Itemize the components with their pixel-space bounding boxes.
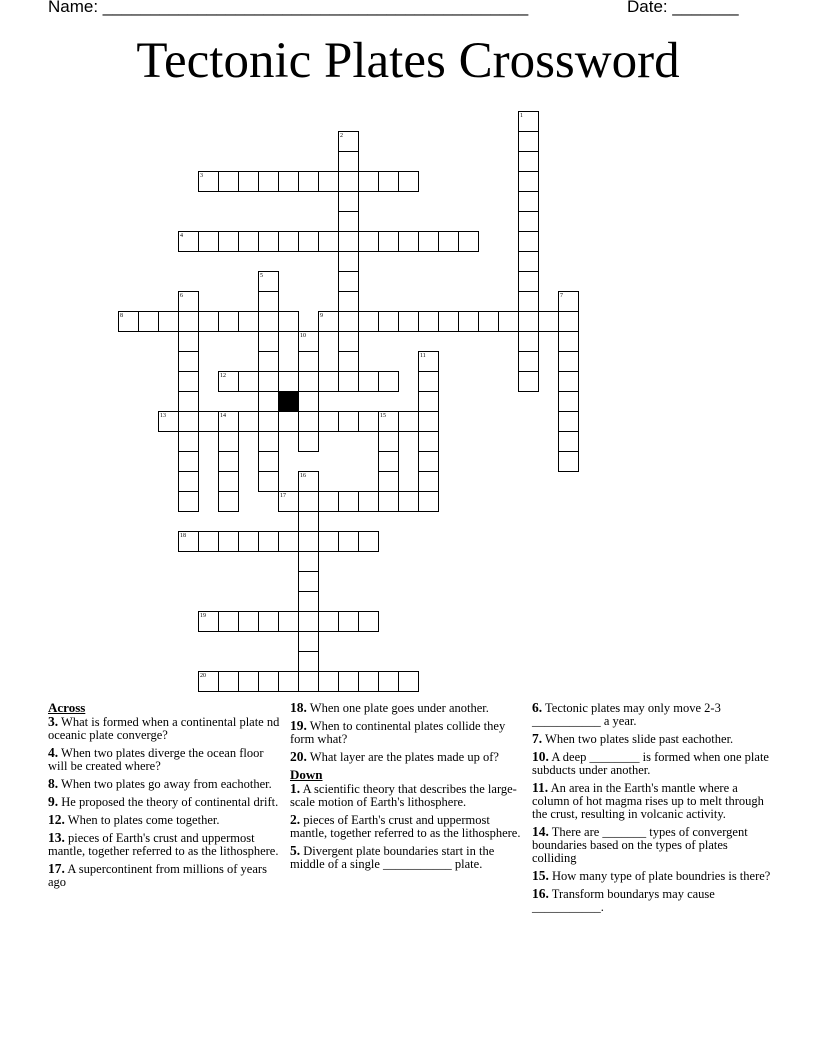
grid-cell[interactable]	[258, 231, 279, 252]
grid-cell[interactable]	[178, 411, 199, 432]
grid-cell[interactable]	[178, 371, 199, 392]
clues-column-1	[48, 701, 286, 893]
grid-cell[interactable]	[338, 311, 359, 332]
clue-number: 2	[340, 133, 343, 139]
grid-cell[interactable]	[438, 231, 459, 252]
grid-cell[interactable]	[258, 371, 279, 392]
grid-cell[interactable]	[338, 351, 359, 372]
grid-cell[interactable]	[338, 491, 359, 512]
grid-cell[interactable]	[298, 431, 319, 452]
grid-cell[interactable]	[238, 411, 259, 432]
grid-cell[interactable]	[318, 411, 339, 432]
grid-cell[interactable]	[358, 611, 379, 632]
grid-cell[interactable]	[178, 471, 199, 492]
clue-across-4: 4. When two plates diverge the ocean floor will be created where?	[48, 745, 264, 773]
clue-number: 5	[260, 273, 263, 279]
page-title: Tectonic Plates Crossword	[136, 33, 680, 89]
grid-cell[interactable]	[378, 491, 399, 512]
grid-cell[interactable]	[218, 311, 239, 332]
grid-cell[interactable]	[518, 171, 539, 192]
grid-cell[interactable]	[198, 531, 219, 552]
grid-cell[interactable]	[318, 491, 339, 512]
grid-cell[interactable]	[498, 311, 519, 332]
grid-cell[interactable]	[478, 311, 499, 332]
grid-cell[interactable]	[338, 211, 359, 232]
grid-cell[interactable]	[378, 171, 399, 192]
clue-number: 9	[320, 313, 323, 319]
clue-down-7: 7. When two plates slide past eachother.	[532, 731, 734, 746]
name-label: Name:	[48, 0, 103, 16]
grid-cell[interactable]	[298, 171, 319, 192]
grid-cell[interactable]	[418, 391, 439, 412]
grid-cell[interactable]	[218, 431, 239, 452]
grid-cell[interactable]	[258, 311, 279, 332]
grid-cell[interactable]	[338, 331, 359, 352]
grid-cell[interactable]	[218, 231, 239, 252]
clue-number: 6	[180, 293, 183, 299]
grid-cell[interactable]	[418, 411, 439, 432]
grid-cell[interactable]	[558, 331, 579, 352]
clue-down-16: 16. Transform boundarys may cause ___________.	[532, 886, 715, 914]
grid-cell[interactable]	[258, 471, 279, 492]
grid-cell[interactable]	[378, 671, 399, 692]
grid-cell[interactable]	[218, 611, 239, 632]
grid-cell[interactable]	[338, 611, 359, 632]
grid-cell[interactable]	[378, 431, 399, 452]
clues-column-2	[290, 701, 526, 875]
grid-cell[interactable]	[258, 431, 279, 452]
grid-cell[interactable]	[178, 331, 199, 352]
grid-cell[interactable]	[278, 531, 299, 552]
grid-cell[interactable]	[298, 611, 319, 632]
grid-cell[interactable]	[318, 611, 339, 632]
grid-cell[interactable]	[358, 311, 379, 332]
clue-number: 12	[220, 373, 226, 379]
clue-across-20: 20. What layer are the plates made up of?	[290, 749, 499, 764]
grid-cell[interactable]	[518, 331, 539, 352]
grid-cell[interactable]	[418, 471, 439, 492]
grid-cell[interactable]	[558, 371, 579, 392]
grid-cell[interactable]	[258, 531, 279, 552]
clue-down-5: 5. Divergent plate boundaries start in the middle of a single ___________ plate.	[290, 843, 495, 871]
grid-cell[interactable]	[178, 451, 199, 472]
clue-across-9: 9. He proposed the theory of continental drift.	[48, 794, 279, 809]
grid-cell[interactable]	[238, 171, 259, 192]
grid-cell[interactable]	[518, 351, 539, 372]
clue-down-2: 2. pieces of Earth's crust and uppermost mantle, together referred to as the lithosphere.	[290, 812, 521, 840]
grid-cell[interactable]	[378, 231, 399, 252]
grid-cell[interactable]	[518, 191, 539, 212]
grid-cell[interactable]	[278, 231, 299, 252]
grid-cell[interactable]	[418, 231, 439, 252]
grid-cell[interactable]	[178, 431, 199, 452]
grid-cell[interactable]	[518, 151, 539, 172]
name-field[interactable]	[48, 0, 528, 17]
grid-cell[interactable]	[298, 551, 319, 572]
clue-across-18: 18. When one plate goes under another.	[290, 700, 489, 715]
grid-cell[interactable]	[418, 451, 439, 472]
grid-cell[interactable]	[378, 471, 399, 492]
grid-cell[interactable]	[258, 291, 279, 312]
grid-cell[interactable]	[338, 291, 359, 312]
grid-cell[interactable]	[398, 671, 419, 692]
grid-cell[interactable]	[438, 311, 459, 332]
clue-number: 18	[180, 533, 186, 539]
grid-cell[interactable]	[258, 391, 279, 412]
grid-cell[interactable]	[258, 331, 279, 352]
grid-cell[interactable]	[518, 231, 539, 252]
grid-cell[interactable]	[178, 391, 199, 412]
grid-cell[interactable]	[278, 171, 299, 192]
grid-cell[interactable]	[258, 411, 279, 432]
grid-cell[interactable]	[298, 531, 319, 552]
grid-cell[interactable]	[278, 411, 299, 432]
grid-cell[interactable]	[358, 171, 379, 192]
grid-cell[interactable]	[258, 351, 279, 372]
clue-across-3: 3. What is formed when a continental plate nd oceanic plate converge?	[48, 714, 280, 742]
down-heading: Down	[290, 767, 323, 782]
grid-cell[interactable]	[558, 311, 579, 332]
grid-cell[interactable]	[398, 411, 419, 432]
clue-number: 19	[200, 613, 206, 619]
grid-cell[interactable]	[338, 231, 359, 252]
grid-cell[interactable]	[318, 531, 339, 552]
grid-cell[interactable]	[298, 671, 319, 692]
clue-across-17: 17. A supercontinent from millions of years ago	[48, 861, 267, 889]
grid-cell[interactable]	[178, 491, 199, 512]
grid-cell[interactable]	[518, 371, 539, 392]
grid-cell[interactable]	[518, 271, 539, 292]
grid-cell[interactable]	[358, 371, 379, 392]
clue-across-12: 12. When to plates come together.	[48, 812, 220, 827]
clue-across-8: 8. When two plates go away from eachother.	[48, 776, 272, 791]
grid-cell[interactable]	[338, 171, 359, 192]
grid-cell[interactable]	[558, 351, 579, 372]
grid-cell[interactable]	[518, 131, 539, 152]
date-line[interactable]: _______	[672, 0, 739, 16]
clue-number: 3	[200, 173, 203, 179]
clue-number: 14	[220, 413, 226, 419]
clue-number: 11	[420, 353, 426, 359]
grid-cell[interactable]	[298, 371, 319, 392]
grid-cell[interactable]	[338, 371, 359, 392]
grid-cell[interactable]	[518, 311, 539, 332]
grid-cell[interactable]	[278, 611, 299, 632]
clue-down-11: 11. An area in the Earth's mantle where a column of hot magma rises up to melt through the crust, resulting in volcanic activity.	[532, 780, 764, 821]
grid-cell[interactable]	[278, 371, 299, 392]
grid-cell[interactable]	[298, 651, 319, 672]
grid-cell[interactable]	[158, 311, 179, 332]
grid-cell[interactable]	[198, 231, 219, 252]
grid-cell[interactable]	[278, 671, 299, 692]
grid-cell[interactable]	[358, 411, 379, 432]
grid-cell[interactable]	[238, 371, 259, 392]
grid-cell[interactable]	[338, 271, 359, 292]
clue-down-6: 6. Tectonic plates may only move 2-3 ___________ a year.	[532, 700, 721, 728]
grid-cell[interactable]	[318, 171, 339, 192]
grid-cell[interactable]	[298, 631, 319, 652]
clue-down-14: 14. There are _______ types of convergent boundaries based on the types of plates colliding	[532, 824, 748, 865]
clue-number: 20	[200, 673, 206, 679]
grid-cell[interactable]	[178, 351, 199, 372]
black-cell	[278, 391, 299, 412]
date-label: Date:	[627, 0, 673, 16]
clue-across-13: 13. pieces of Earth's crust and uppermost mantle, together referred to as the lithosphere.	[48, 830, 279, 858]
grid-cell[interactable]	[278, 311, 299, 332]
grid-cell[interactable]	[338, 411, 359, 432]
grid-cell[interactable]	[218, 531, 239, 552]
grid-cell[interactable]	[198, 411, 219, 432]
grid-cell[interactable]	[178, 311, 199, 332]
grid-cell[interactable]	[258, 671, 279, 692]
grid-cell[interactable]	[298, 391, 319, 412]
grid-cell[interactable]	[318, 671, 339, 692]
grid-cell[interactable]	[318, 371, 339, 392]
grid-cell[interactable]	[518, 211, 539, 232]
grid-cell[interactable]	[558, 411, 579, 432]
clue-across-19: 19. When to continental plates collide they form what?	[290, 718, 506, 746]
grid-cell[interactable]	[238, 671, 259, 692]
grid-cell[interactable]	[218, 451, 239, 472]
clue-number: 17	[280, 493, 286, 499]
grid-cell[interactable]	[138, 311, 159, 332]
grid-cell[interactable]	[518, 291, 539, 312]
grid-cell[interactable]	[318, 231, 339, 252]
grid-cell[interactable]	[358, 491, 379, 512]
clue-number: 16	[300, 473, 306, 479]
grid-cell[interactable]	[238, 531, 259, 552]
clue-number: 1	[520, 113, 523, 119]
grid-cell[interactable]	[378, 311, 399, 332]
grid-cell[interactable]	[358, 531, 379, 552]
grid-cell[interactable]	[398, 491, 419, 512]
grid-cell[interactable]	[558, 431, 579, 452]
grid-cell[interactable]	[338, 671, 359, 692]
clue-down-15: 15. How many type of plate boundries is there?	[532, 868, 771, 883]
grid-cell[interactable]	[538, 311, 559, 332]
grid-cell[interactable]	[518, 251, 539, 272]
grid-cell[interactable]	[298, 491, 319, 512]
grid-cell[interactable]	[378, 371, 399, 392]
grid-cell[interactable]	[298, 231, 319, 252]
grid-cell[interactable]	[458, 311, 479, 332]
grid-cell[interactable]	[418, 431, 439, 452]
clue-number: 15	[380, 413, 386, 419]
grid-cell[interactable]	[238, 611, 259, 632]
grid-cell[interactable]	[378, 451, 399, 472]
across-heading: Across	[48, 700, 86, 715]
grid-cell[interactable]	[238, 231, 259, 252]
clue-number: 10	[300, 333, 306, 339]
clue-down-1: 1. A scientific theory that describes the large-scale motion of Earth's lithosphere.	[290, 781, 517, 809]
grid-cell[interactable]	[198, 311, 219, 332]
grid-cell[interactable]	[258, 451, 279, 472]
grid-cell[interactable]	[458, 231, 479, 252]
grid-cell[interactable]	[218, 171, 239, 192]
name-line[interactable]: _____________________________________________	[102, 0, 529, 16]
grid-cell[interactable]	[558, 451, 579, 472]
grid-cell[interactable]	[338, 531, 359, 552]
grid-cell[interactable]	[298, 351, 319, 372]
grid-cell[interactable]	[398, 231, 419, 252]
date-field[interactable]	[627, 0, 739, 17]
grid-cell[interactable]	[338, 151, 359, 172]
grid-cell[interactable]	[298, 591, 319, 612]
grid-cell[interactable]	[338, 191, 359, 212]
grid-cell[interactable]	[298, 411, 319, 432]
clue-number: 13	[160, 413, 166, 419]
clues-column-3	[532, 701, 772, 918]
grid-cell[interactable]	[258, 611, 279, 632]
grid-cell[interactable]	[218, 671, 239, 692]
grid-cell[interactable]	[298, 511, 319, 532]
grid-cell[interactable]	[558, 391, 579, 412]
grid-cell[interactable]	[218, 491, 239, 512]
grid-cell[interactable]	[398, 311, 419, 332]
grid-cell[interactable]	[418, 491, 439, 512]
clue-number: 7	[560, 293, 563, 299]
grid-cell[interactable]	[298, 571, 319, 592]
grid-cell[interactable]	[398, 171, 419, 192]
grid-cell[interactable]	[358, 671, 379, 692]
grid-cell[interactable]	[338, 251, 359, 272]
clue-down-10: 10. A deep ________ is formed when one plate subducts under another.	[532, 749, 769, 777]
clue-number: 4	[180, 233, 183, 239]
grid-cell[interactable]	[238, 311, 259, 332]
grid-cell[interactable]	[358, 231, 379, 252]
grid-cell[interactable]	[418, 371, 439, 392]
grid-cell[interactable]	[258, 171, 279, 192]
grid-cell[interactable]	[418, 311, 439, 332]
clue-number: 8	[120, 313, 123, 319]
grid-cell[interactable]	[218, 471, 239, 492]
